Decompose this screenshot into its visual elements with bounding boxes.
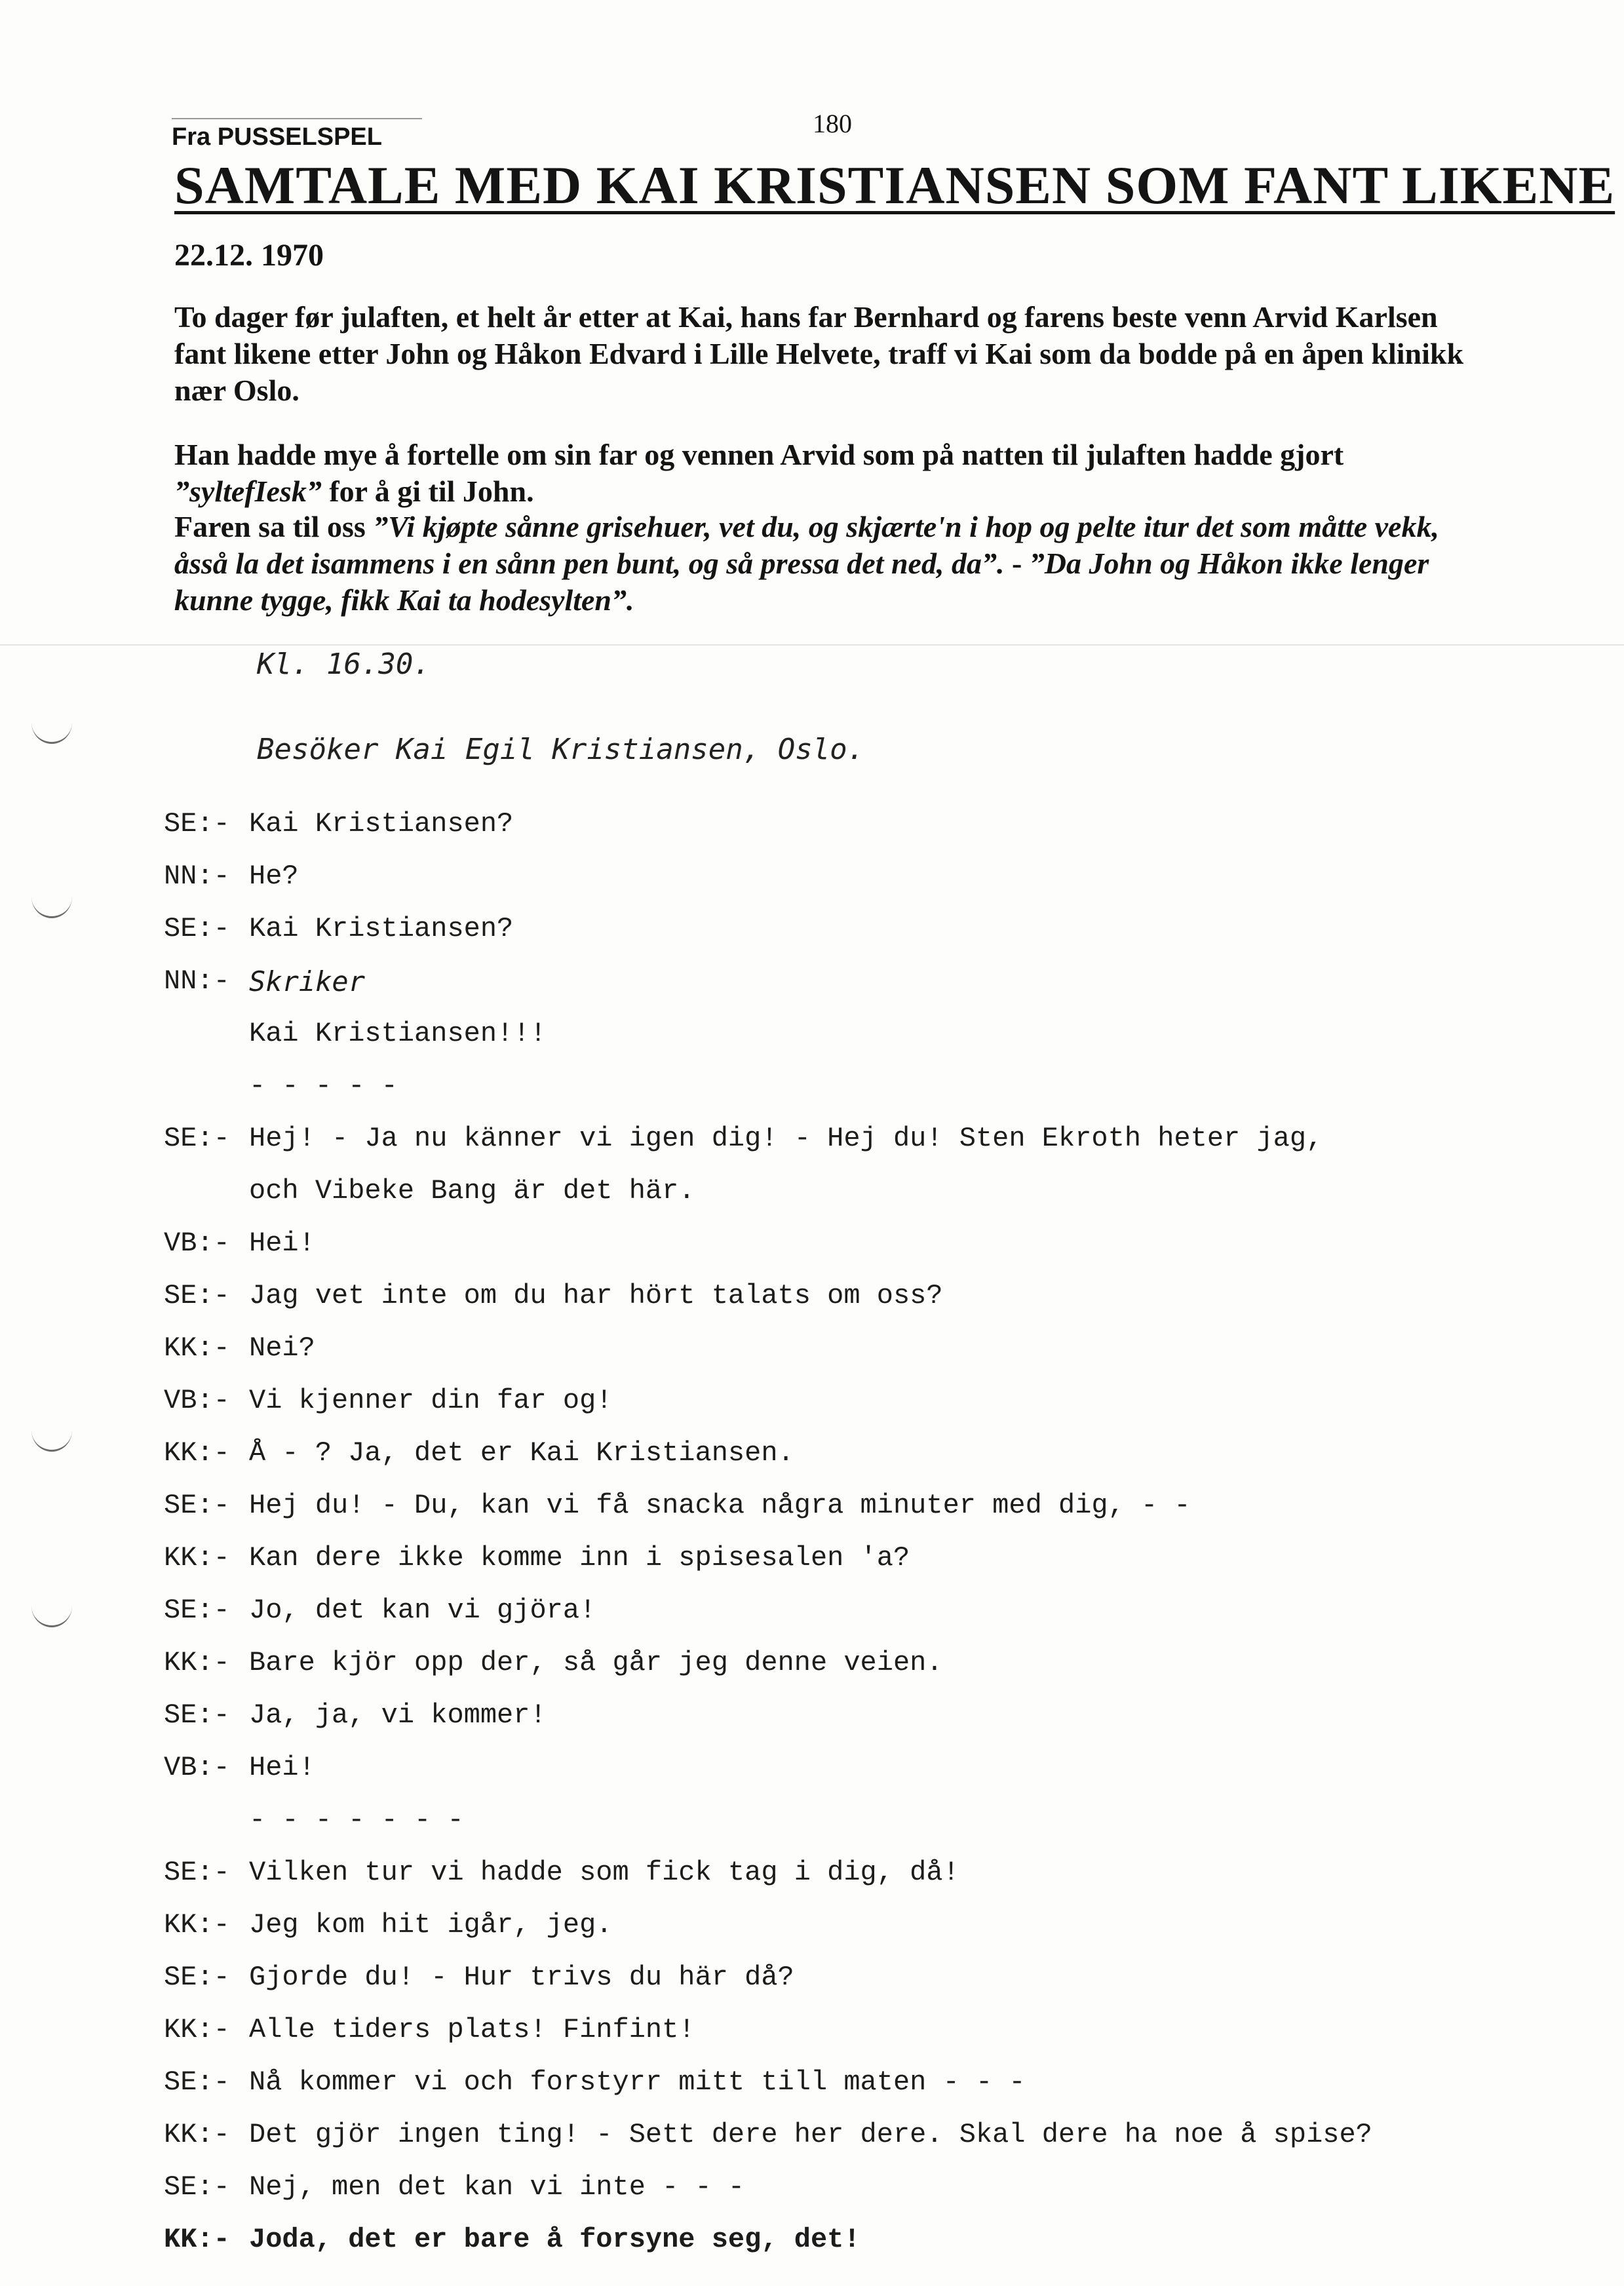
dialogue-line xyxy=(164,1432,1573,1484)
line-text: Nej, men det kan vi inte - - - xyxy=(249,2171,745,2203)
source-rule xyxy=(172,118,422,119)
speaker: SE:- xyxy=(164,1490,230,1521)
dialogue-line xyxy=(164,855,1573,908)
speaker: SE:- xyxy=(164,1595,230,1626)
line-text: Vilken tur vi hadde som fick tag i dig, då! xyxy=(249,1857,959,1888)
line-text: Kai Kristiansen!!! xyxy=(249,1018,547,1049)
speaker: KK:- xyxy=(164,1647,230,1678)
scan-seam xyxy=(0,644,1624,646)
page-title: SAMTALE MED KAI KRISTIANSEN SOM FANT LIKENE xyxy=(174,155,1615,215)
speaker: NN:- xyxy=(164,861,230,892)
dialogue-line xyxy=(164,1222,1573,1275)
dialogue-line xyxy=(164,960,1573,1013)
dialogue-line xyxy=(164,803,1573,855)
intro-paragraph-2-c: for å gi til John. xyxy=(321,475,534,508)
speaker: SE:- xyxy=(164,2171,230,2203)
dialogue-transcript xyxy=(164,803,1573,2271)
line-text: Hej! - Ja nu känner vi igen dig! - Hej du! Sten Ekroth heter jag, xyxy=(249,1123,1323,1154)
punch-hole-1 xyxy=(31,701,72,744)
dialogue-line xyxy=(164,2114,1573,2166)
speaker: VB:- xyxy=(164,1385,230,1416)
speaker: NN:- xyxy=(164,965,230,997)
punch-hole-4 xyxy=(31,1585,72,1627)
visit-note: Besöker Kai Egil Kristiansen, Oslo. xyxy=(257,733,865,766)
speaker: SE:- xyxy=(164,808,230,840)
dialogue-line xyxy=(164,1747,1573,1799)
line-text: Kai Kristiansen? xyxy=(249,808,514,840)
dialogue-separator xyxy=(164,1799,1573,1851)
line-text: He? xyxy=(249,861,299,892)
speaker: SE:- xyxy=(164,1962,230,1993)
line-text: Kan dere ikke komme inn i spisesalen 'a? xyxy=(249,1542,910,1574)
line-text: Jag vet inte om du har hört talats om oss? xyxy=(249,1280,943,1311)
intro-paragraph-3-c: - xyxy=(1004,547,1030,580)
speaker: SE:- xyxy=(164,2066,230,2098)
speaker: SE:- xyxy=(164,913,230,944)
line-text: Nei? xyxy=(249,1332,315,1364)
dialogue-line xyxy=(164,1380,1573,1432)
speaker: KK:- xyxy=(164,2119,230,2150)
speaker: KK:- xyxy=(164,1437,230,1469)
line-text: Hei! xyxy=(249,1752,315,1783)
separator-text: - - - - - xyxy=(249,1070,398,1102)
dialogue-line xyxy=(164,1117,1573,1170)
line-text: Bare kjör opp der, så går jeg denne veien. xyxy=(249,1647,943,1678)
dialogue-line xyxy=(164,1851,1573,1904)
dialogue-line xyxy=(164,2218,1573,2271)
page-number: 180 xyxy=(813,109,852,138)
dialogue-line xyxy=(164,1170,1573,1222)
dialogue-line xyxy=(164,1589,1573,1642)
intro-quote-father: ”Vi kjøpte sånne grisehuer, vet du, og skjærte'n i hop og pelte itur det som måtte vekk, åsså la det isammens i en sånn pen bunt, og så pressa det ned, da”. xyxy=(174,510,1439,580)
dialogue-line xyxy=(164,2166,1573,2218)
dialogue-separator xyxy=(164,1065,1573,1117)
source-label: Fra PUSSELSPEL xyxy=(172,123,382,151)
intro-paragraph-3 xyxy=(174,509,1479,619)
speaker: KK:- xyxy=(164,2014,230,2045)
dialogue-line xyxy=(164,1642,1573,1694)
line-text: Nå kommer vi och forstyrr mitt till maten - - - xyxy=(249,2066,1026,2098)
line-text: Kai Kristiansen? xyxy=(249,913,514,944)
speaker: SE:- xyxy=(164,1123,230,1154)
dialogue-line xyxy=(164,1956,1573,2009)
line-text: Vi kjenner din far og! xyxy=(249,1385,613,1416)
speaker: KK:- xyxy=(164,2224,230,2255)
line-text: Alle tiders plats! Finfint! xyxy=(249,2014,695,2045)
dialogue-line xyxy=(164,2061,1573,2114)
time-note: Kl. 16.30. xyxy=(257,648,431,681)
intro-paragraph-2 xyxy=(174,436,1479,510)
dialogue-line xyxy=(164,1694,1573,1747)
line-text: Joda, det er bare å forsyne seg, det! xyxy=(249,2224,860,2255)
speaker: SE:- xyxy=(164,1699,230,1731)
speaker: VB:- xyxy=(164,1752,230,1783)
intro-paragraph-2-a: Han hadde mye å fortelle om sin far og vennen Arvid som på natten til julaften hadde gjort xyxy=(174,438,1344,471)
speaker: VB:- xyxy=(164,1228,230,1259)
intro-paragraph-1: To dager før julaften, et helt år etter at Kai, hans far Bernhard og farens beste venn Arvid Karlsen fant likene etter John og Håkon Edvard i Lille Helvete, traff vi Kai som da bodde på en åpen klinikk nær Oslo. xyxy=(174,300,1464,407)
intro-quote-sylteflesk: ”syltefIesk” xyxy=(174,475,322,508)
punch-hole-2 xyxy=(31,876,72,918)
dialogue-line xyxy=(164,1904,1573,1956)
speaker: KK:- xyxy=(164,1542,230,1574)
dialogue-line xyxy=(164,1013,1573,1065)
speaker: SE:- xyxy=(164,1857,230,1888)
separator-text: - - - - - - - xyxy=(249,1804,464,1836)
dialogue-line xyxy=(164,1484,1573,1537)
line-text: Hej du! - Du, kan vi få snacka några minuter med dig, - - xyxy=(249,1490,1191,1521)
line-text: Det gjör ingen ting! - Sett dere her dere. Skal dere ha noe å spise? xyxy=(249,2119,1372,2150)
line-text: Skriker xyxy=(249,965,366,998)
speaker: KK:- xyxy=(164,1332,230,1364)
line-text: Å - ? Ja, det er Kai Kristiansen. xyxy=(249,1437,794,1469)
line-text: Gjorde du! - Hur trivs du här då? xyxy=(249,1962,794,1993)
dialogue-line xyxy=(164,1327,1573,1380)
date: 22.12. 1970 xyxy=(174,238,324,273)
intro-quote-kai: ”Da John og Håkon ikke lenger kunne tygge, fikk Kai ta hodesylten”. xyxy=(174,547,1429,617)
speaker: SE:- xyxy=(164,1280,230,1311)
line-text: Jo, det kan vi gjöra! xyxy=(249,1595,596,1626)
dialogue-line xyxy=(164,1275,1573,1327)
line-text: och Vibeke Bang är det här. xyxy=(249,1175,695,1207)
dialogue-line xyxy=(164,908,1573,960)
speaker: KK:- xyxy=(164,1909,230,1941)
line-text: Jeg kom hit igår, jeg. xyxy=(249,1909,613,1941)
intro-paragraph-3-a: Faren sa til oss xyxy=(174,510,374,543)
dialogue-line xyxy=(164,2009,1573,2061)
punch-hole-3 xyxy=(31,1409,72,1452)
line-text: Ja, ja, vi kommer! xyxy=(249,1699,547,1731)
line-text: Hei! xyxy=(249,1228,315,1259)
dialogue-line xyxy=(164,1537,1573,1589)
